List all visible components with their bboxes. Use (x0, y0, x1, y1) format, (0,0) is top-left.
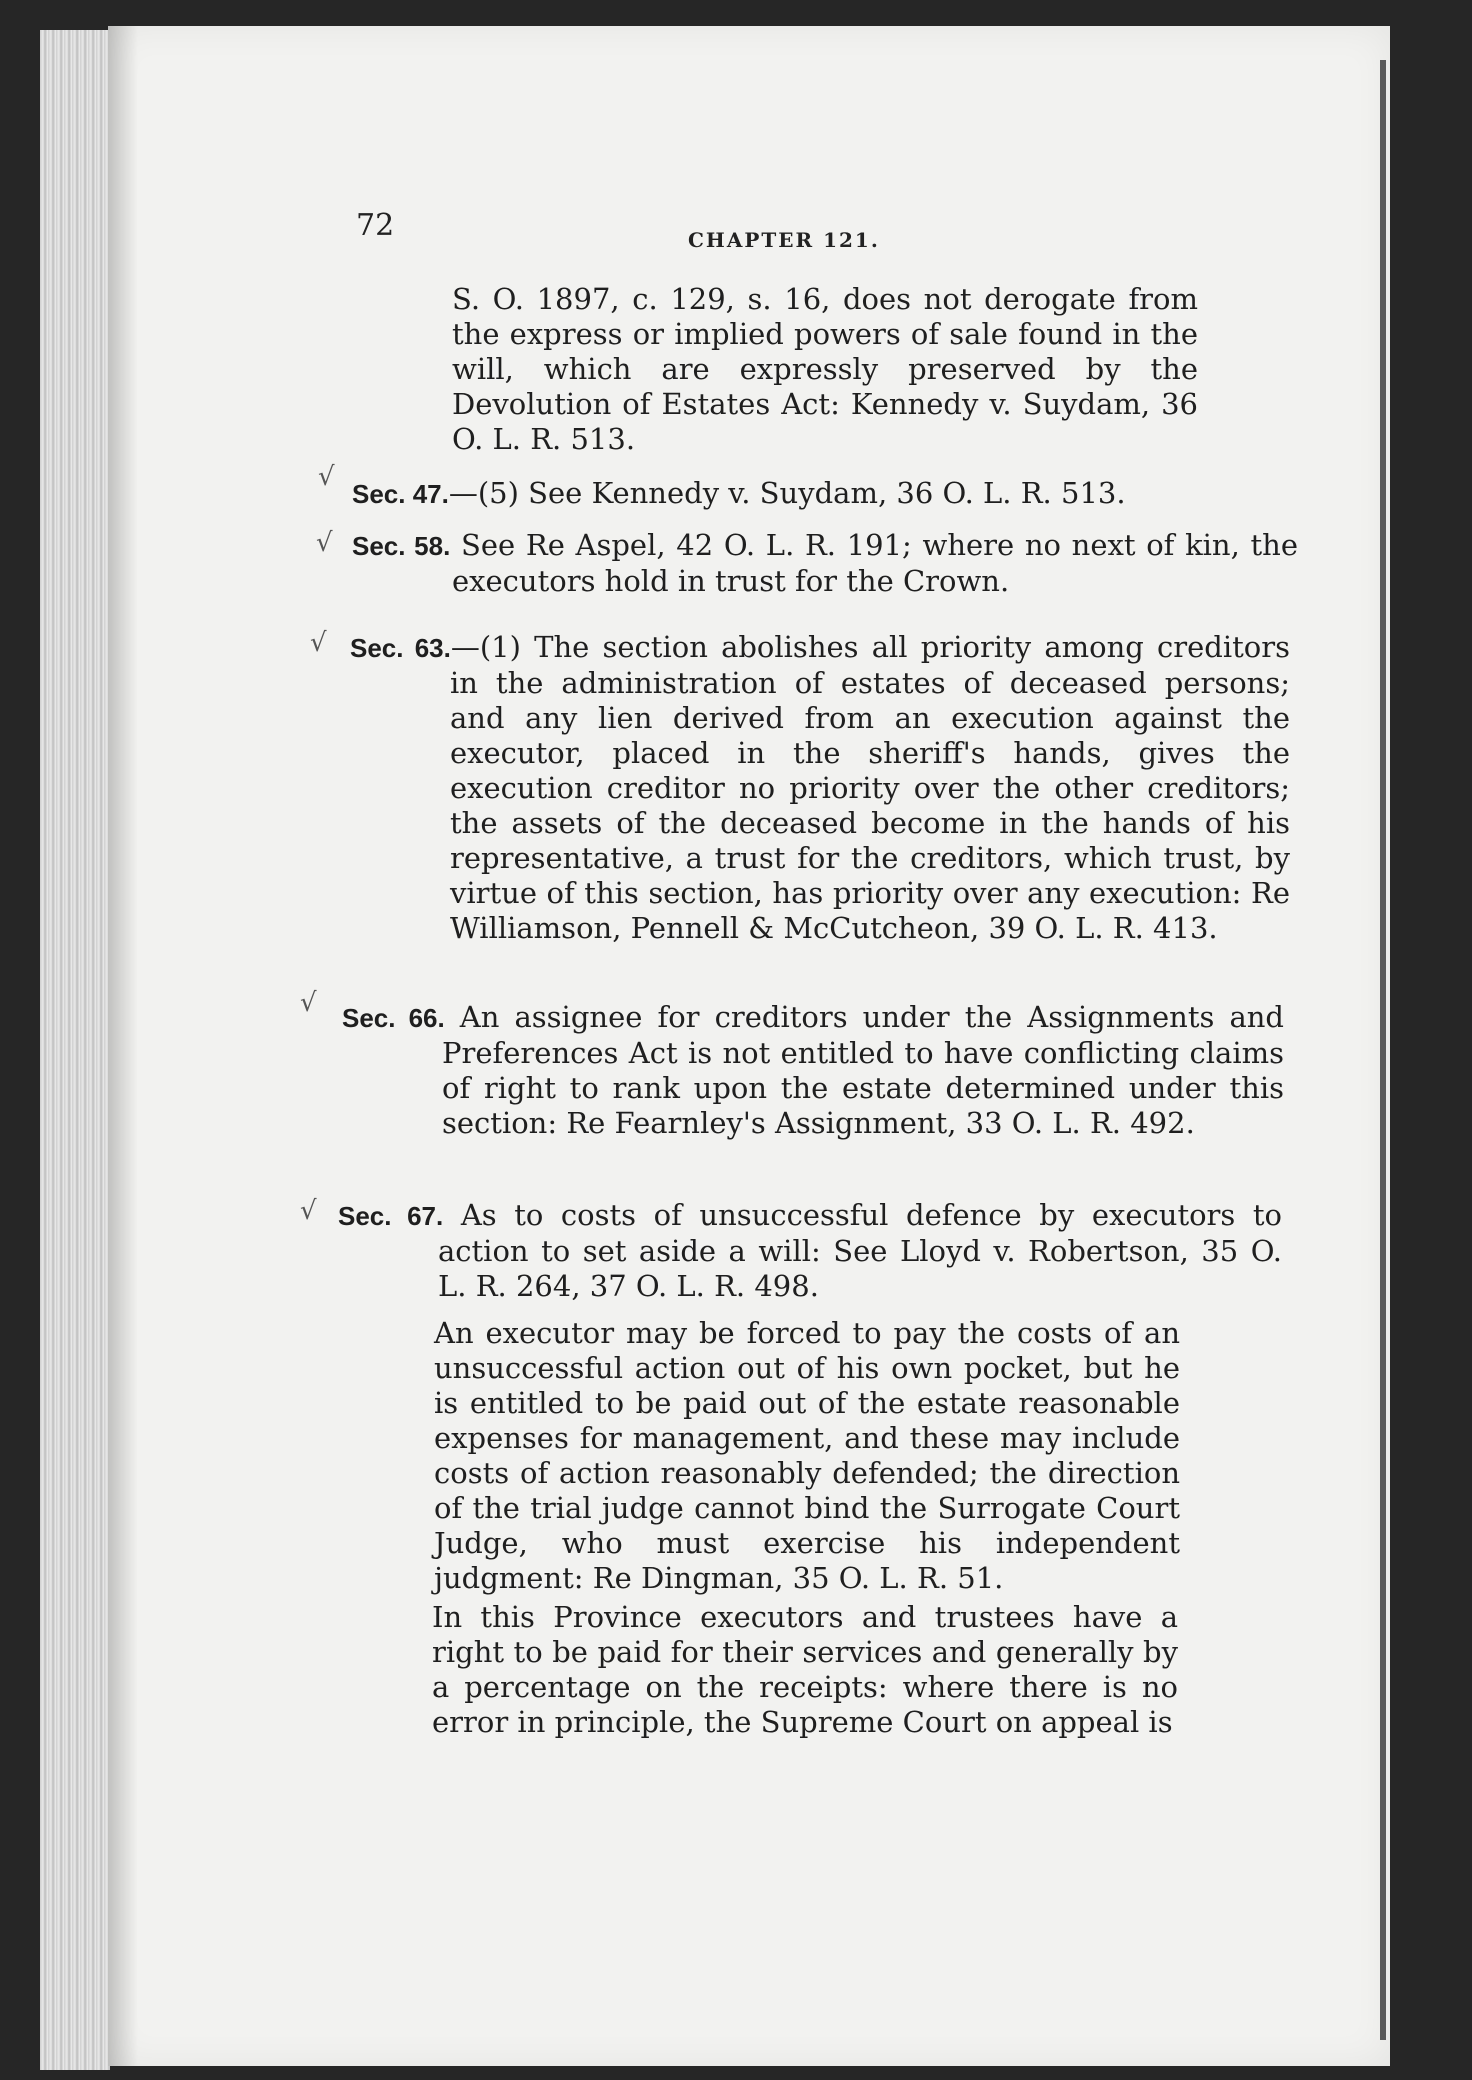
entry-sec-58 (352, 528, 1298, 599)
page-edge-line (1380, 60, 1386, 2040)
entry-body: —(5) See Kennedy v. Suydam, 36 O. L. R. 513. (448, 476, 1126, 510)
sec-67-paragraph-2 (434, 1316, 1180, 1596)
entry-sec-63 (350, 630, 1290, 946)
entry-heading: Sec. 63. (350, 633, 451, 663)
page-stack-edges (40, 30, 110, 2070)
margin-checkmark-icon: √ (310, 628, 327, 658)
margin-checkmark-icon: √ (300, 988, 317, 1018)
entry-heading: Sec. 67. (338, 1201, 444, 1231)
sec-67-paragraph-3 (432, 1600, 1178, 1740)
entry-sec-67 (338, 1198, 1282, 1304)
entry-body: As to costs of unsuccessful defence by executors to action to set aside a will: See Lloyd v. Robertson, 35 O. L. R. 264, 37 O. L. R. 498. (438, 1198, 1282, 1303)
opening-paragraph (452, 282, 1198, 457)
opening-paragraph-text: S. O. 1897, c. 129, s. 16, does not derogate from the express or implied powers of sale found in the will, which are expressly preserved by the Devolution of Estates Act: Kennedy v. Suydam, 36 O. L. R. 513. (452, 282, 1198, 456)
sec-67-paragraph-3-text: In this Province executors and trustees have a right to be paid for their services and generally by a percentage on the receipts: where there is no error in principle, the Supreme Court on appeal is (432, 1600, 1178, 1739)
margin-checkmark-icon: √ (318, 462, 335, 492)
entry-sec-47 (352, 476, 1198, 512)
entry-heading: Sec. 58. (352, 531, 451, 561)
gutter-shadow (108, 26, 138, 2066)
entry-heading: Sec. 47. (352, 479, 449, 509)
page-number: 72 (356, 208, 395, 243)
margin-checkmark-icon: √ (300, 1196, 317, 1226)
chapter-header: CHAPTER 121. (688, 228, 880, 252)
entry-heading: Sec. 66. (342, 1003, 445, 1033)
entry-body: —(1) The section abolishes all priority among creditors in the administration of estates of deceased persons; and any lien derived from an execution against the executor, placed in the sheriff's hands, gives the execution creditor no priority over the other creditors; the assets of the deceased become in the hands of his representative, a trust for the creditors, which trust, by virtue of this section, has priority over any execution: Re Williamson, Pennell & McCutcheon, 39 O. L. R. 413. (450, 630, 1290, 945)
sec-67-paragraph-2-text: An executor may be forced to pay the costs of an unsuccessful action out of his own pocket, but he is entitled to be paid out of the estate reasonable expenses for management, and these may include costs of action reasonably defended; the direction of the trial judge cannot bind the Surrogate Court Judge, who must exercise his independent judgment: Re Dingman, 35 O. L. R. 51. (434, 1316, 1180, 1595)
entry-body: An assignee for creditors under the Assignments and Preferences Act is not entitled to have conflicting claims of right to rank upon the estate determined under this section: Re Fearnley's Assignment, 33 O. L. R. 492. (442, 1000, 1284, 1140)
entry-sec-66 (342, 1000, 1284, 1141)
entry-body: See Re Aspel, 42 O. L. R. 191; where no next of kin, the executors hold in trust for the Crown. (450, 528, 1298, 598)
margin-checkmark-icon: √ (316, 528, 333, 558)
